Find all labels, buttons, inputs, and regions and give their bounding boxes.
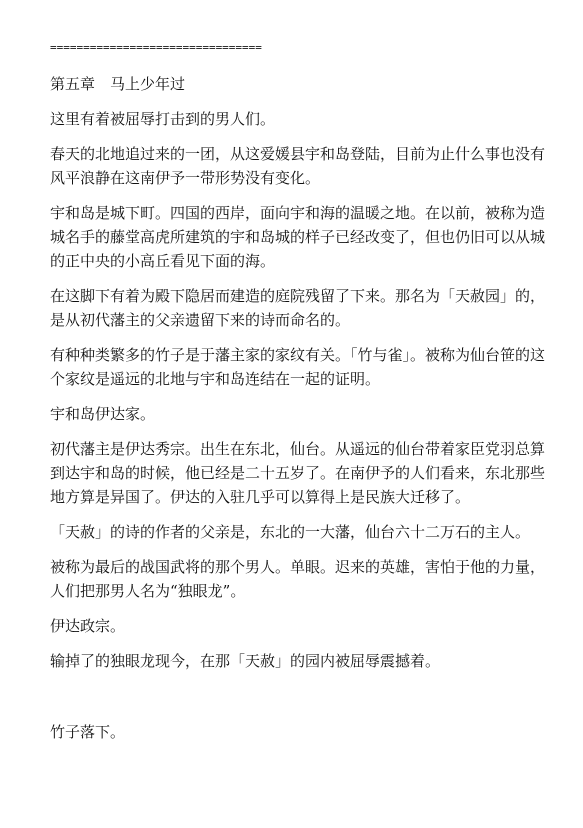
paragraph-4: 在这脚下有着为殿下隐居而建造的庭院残留了下来。那名为「天赦园」的，是从初代藩主的父亲遗留下来的诗而命名的。 xyxy=(50,287,546,329)
paragraph-10: 伊达政宗。 xyxy=(50,617,126,635)
paragraph-6: 宇和岛伊达家。 xyxy=(50,405,156,423)
paragraph-1: 这里有着被屈辱打击到的男人们。 xyxy=(50,110,276,128)
paragraph-2: 春天的北地追过来的一团，从这爱媛县宇和岛登陆，目前为止什么事也没有风平浪静在这南伊予一带形势没有变化。 xyxy=(50,145,546,187)
paragraph-9: 被称为最后的战国武将的那个男人。单眼。迟来的英雄，害怕于他的力量，人们把那男人名为“独眼龙”。 xyxy=(50,558,546,600)
document-page xyxy=(50,38,550,755)
chapter-title: 第五章 马上少年过 xyxy=(50,75,186,93)
separator-line: ================================ xyxy=(50,41,262,54)
paragraph-3: 宇和岛是城下町。四国的西岸，面向宇和海的温暖之地。在以前，被称为造城名手的藤堂高虎所建筑的宇和岛城的样子已经改变了，但也仍旧可以从城的正中央的小高丘看见下面的海。 xyxy=(50,204,546,270)
paragraph-11: 输掉了的独眼龙现今，在那「天赦」的园内被屈辱震撼着。 xyxy=(50,652,441,670)
paragraph-5: 有种种类繁多的竹子是于藩主家的家纹有关。「竹与雀」。被称为仙台笹的这个家纹是遥远的北地与宇和岛连结在一起的证明。 xyxy=(50,346,546,388)
paragraph-8: 「天赦」的诗的作者的父亲是，东北的一大藩，仙台六十二万石的主人。 xyxy=(50,523,531,541)
paragraph-12: 竹子落下。 xyxy=(50,723,126,741)
paragraph-7: 初代藩主是伊达秀宗。出生在东北，仙台。从遥远的仙台带着家臣党羽总算到达宇和岛的时候，他已经是二十五岁了。在南伊予的人们看来，东北那些地方算是异国了。伊达的入驻几乎可以算得上是民族大迁移了。 xyxy=(50,440,546,506)
